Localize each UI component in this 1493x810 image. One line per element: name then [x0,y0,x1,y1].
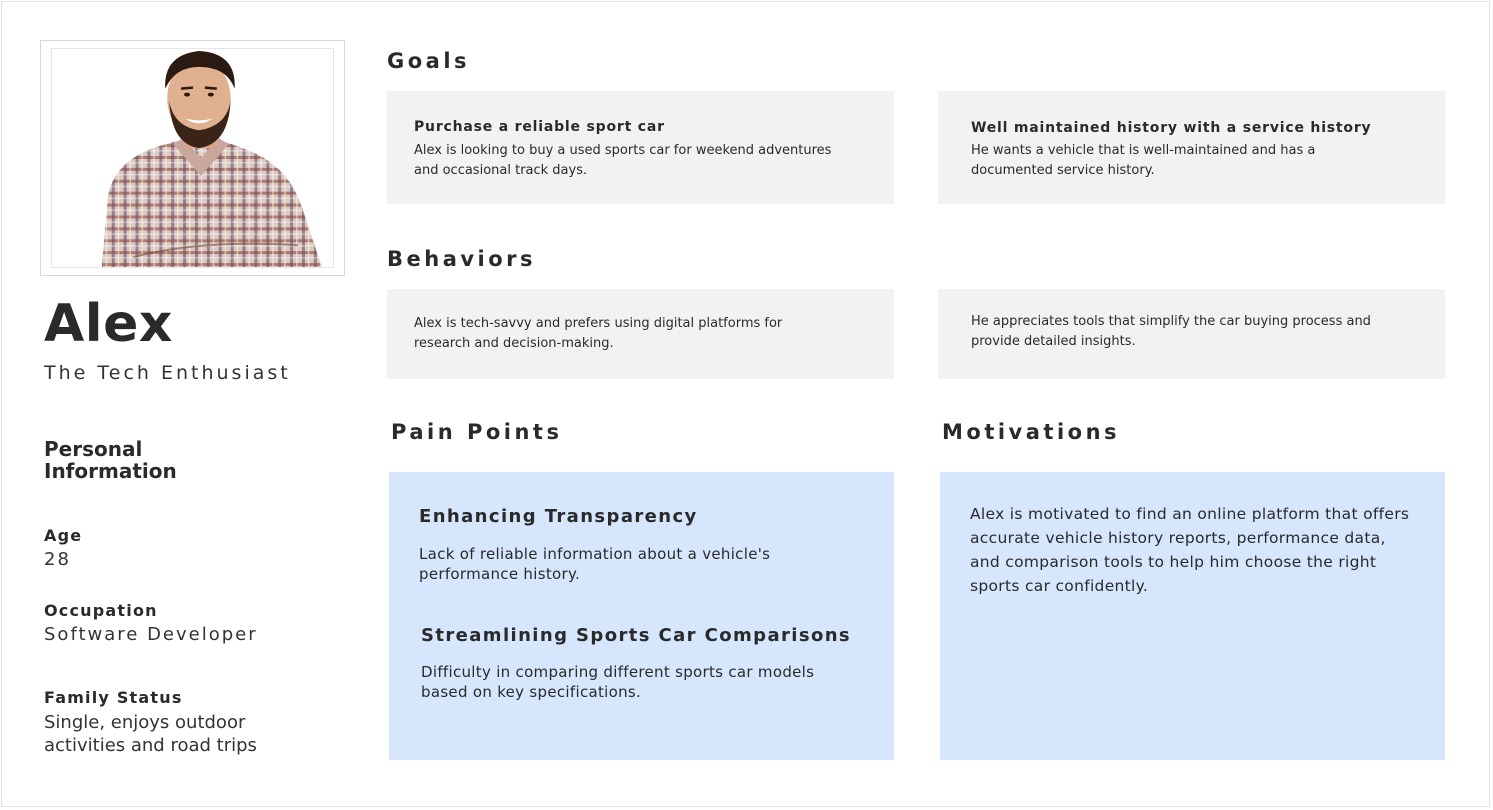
motivations-title: Motivations [942,420,1121,444]
persona-name: Alex [44,294,173,354]
goal-heading: Purchase a reliable sport car [414,119,665,135]
pain-points-card [389,472,894,760]
persona-photo-frame [40,40,345,276]
behavior-text: He appreciates tools that simplify the car buying process and provide detailed insights. [971,314,1371,349]
persona-photo [51,48,334,268]
behavior-card [387,289,894,379]
pain-point-heading: Streamlining Sports Car Comparisons [421,625,852,646]
occupation-label: Occupation [44,601,158,620]
goal-heading: Well maintained history with a service history [971,120,1372,136]
age-value: 28 [44,549,71,570]
behavior-text: Alex is tech-savvy and prefers using digital platforms for research and decision-making. [414,316,783,351]
family-status-value: Single, enjoys outdoor activities and road trips [44,712,257,756]
persona-subtitle: The Tech Enthusiast [44,362,291,384]
motivations-card [940,472,1445,760]
occupation-value: Software Developer [44,624,258,645]
family-status-label: Family Status [44,688,183,707]
goal-text: He wants a vehicle that is well-maintained and has a documented service history. [971,143,1316,178]
personal-information-title: Personal Information [44,437,177,483]
pain-points-title: Pain Points [391,420,563,444]
pain-point-text: Lack of reliable information about a vehicle's performance history. [419,545,771,583]
behaviors-title: Behaviors [387,247,537,271]
pain-point-text: Difficulty in comparing different sports car models based on key specifications. [421,663,815,701]
motivation-text: Alex is motivated to find an online platform that offers accurate vehicle history reports, performance data, and comparison tools to help him choose the right sports car confidently. [970,505,1410,595]
goals-title: Goals [387,49,471,73]
goal-text: Alex is looking to buy a used sports car for weekend adventures and occasional track days. [414,143,832,178]
pain-point-heading: Enhancing Transparency [419,506,698,527]
goal-card [938,91,1445,204]
behavior-card [938,289,1445,379]
age-label: Age [44,526,83,545]
goal-card [387,91,894,204]
